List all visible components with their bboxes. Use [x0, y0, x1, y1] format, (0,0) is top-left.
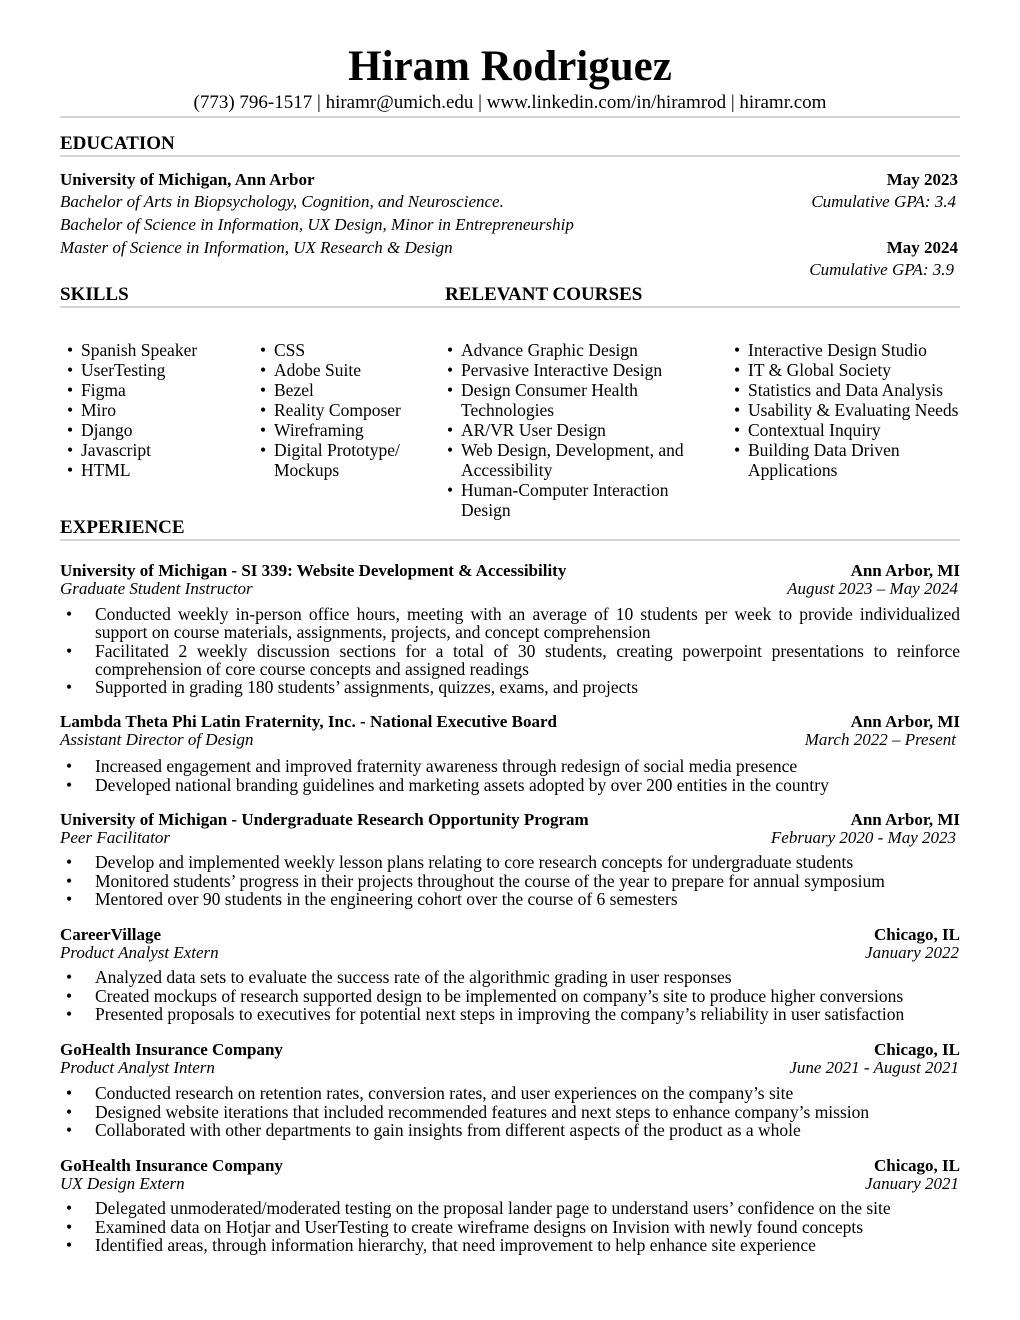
courses-list-2 [728, 340, 960, 480]
list-item: • Spanish Speaker [61, 340, 246, 360]
gpa-grad: Cumulative GPA: 3.9 [809, 260, 954, 279]
skills-list-1 [61, 340, 246, 480]
job-bullets [60, 1199, 960, 1255]
skills-divider [60, 306, 960, 308]
skills-heading: SKILLS [60, 284, 129, 305]
job-role: Graduate Student Instructor [60, 579, 253, 598]
header-divider [60, 116, 960, 118]
job-organization: CareerVillage [60, 925, 162, 944]
list-item: • Designed website iterations that included recommended features and next steps to enhance company’s mission [60, 1103, 960, 1121]
job-location: Ann Arbor, MI [850, 810, 960, 829]
list-item: • Reality Composer [254, 400, 444, 420]
graduation-date: May 2023 [886, 170, 958, 189]
degree-row [60, 214, 960, 236]
list-item: • HTML [61, 460, 246, 480]
job-role: Product Analyst Intern [60, 1058, 215, 1077]
list-item: • Adobe Suite [254, 360, 444, 380]
job-location: Chicago, IL [874, 925, 960, 944]
list-item: • CSS [254, 340, 444, 360]
list-item: • Monitored students’ progress in their projects throughout the course of the year to prepare for annual symposium [60, 872, 960, 890]
list-item: • Design Consumer Health Technologies [441, 380, 706, 420]
list-item: • Usability & Evaluating Needs [728, 400, 960, 420]
job-subheader [60, 729, 960, 751]
job-role: Peer Facilitator [60, 828, 171, 847]
list-item: • Identified areas, through information hierarchy, that need improvement to help enhance site experience [60, 1236, 960, 1254]
job-dates: March 2022 – Present [804, 730, 956, 749]
list-item: • Collaborated with other departments to gain insights from different aspects of the product as a whole [60, 1121, 960, 1139]
job-location: Chicago, IL [874, 1040, 960, 1059]
list-item: • Delegated unmoderated/moderated testing on the proposal lander page to understand users’ confidence on the site [60, 1199, 960, 1217]
school-name: University of Michigan, Ann Arbor [60, 170, 315, 189]
job-subheader [60, 1057, 960, 1079]
list-item: • Presented proposals to executives for potential next steps in improving the company’s reliability in user satisfaction [60, 1005, 960, 1023]
list-item: • Conducted research on retention rates, conversion rates, and user experiences on the company’s site [60, 1084, 960, 1102]
list-item: • Increased engagement and improved fraternity awareness through redesign of social media presence [60, 757, 960, 775]
list-item: • Miro [61, 400, 246, 420]
job-bullets [60, 757, 960, 794]
education-school-row [60, 169, 960, 191]
list-item: • Mentored over 90 students in the engineering cohort over the course of 6 semesters [60, 890, 960, 908]
graduation-date: May 2024 [886, 238, 958, 257]
list-item: • Statistics and Data Analysis [728, 380, 960, 400]
job-subheader [60, 942, 960, 964]
list-item: • Human-Computer Interaction Design [441, 480, 706, 520]
job-role: Assistant Director of Design [60, 730, 254, 749]
job-location: Ann Arbor, MI [850, 712, 960, 731]
list-item: • Contextual Inquiry [728, 420, 960, 440]
gpa-undergrad: Cumulative GPA: 3.4 [811, 192, 956, 211]
courses-heading: RELEVANT COURSES [445, 284, 643, 305]
job-dates: June 2021 - August 2021 [789, 1058, 959, 1077]
courses-list-1 [441, 340, 706, 520]
job-bullets [60, 968, 960, 1024]
job-organization: GoHealth Insurance Company [60, 1156, 283, 1175]
list-item: • IT & Global Society [728, 360, 960, 380]
job-bullets [60, 1084, 960, 1140]
job-location: Chicago, IL [874, 1156, 960, 1175]
list-item: • Wireframing [254, 420, 444, 440]
list-item: • Supported in grading 180 students’ assignments, quizzes, exams, and projects [60, 678, 960, 696]
job-role: Product Analyst Extern [60, 943, 219, 962]
job-location: Ann Arbor, MI [850, 561, 960, 580]
job-dates: January 2021 [865, 1174, 959, 1193]
experience-divider [60, 539, 960, 541]
list-item: • Conducted weekly in-person office hours, meeting with an average of 10 students per week to provide individualized support on course materials, assignments, projects, and concept comprehension [60, 605, 960, 641]
list-item: • AR/VR User Design [441, 420, 706, 440]
list-item: • Developed national branding guidelines and marketing assets adopted by over 200 entities in the country [60, 776, 960, 794]
job-organization: Lambda Theta Phi Latin Fraternity, Inc. - National Executive Board [60, 712, 557, 731]
list-item: • Analyzed data sets to evaluate the success rate of the algorithmic grading in user responses [60, 968, 960, 986]
education-heading: EDUCATION [60, 133, 175, 154]
list-item: • Examined data on Hotjar and UserTesting to create wireframe designs on Invision with newly found concepts [60, 1218, 960, 1236]
job-dates: January 2022 [865, 943, 959, 962]
list-item: • Django [61, 420, 246, 440]
job-subheader [60, 578, 960, 600]
job-organization: University of Michigan - Undergraduate Research Opportunity Program [60, 810, 589, 829]
degree-bs: Bachelor of Science in Information, UX Design, Minor in Entrepreneurship [60, 215, 574, 234]
job-subheader [60, 827, 960, 849]
job-organization: University of Michigan - SI 339: Website Development & Accessibility [60, 561, 567, 580]
list-item: • Pervasive Interactive Design [441, 360, 706, 380]
job-subheader [60, 1173, 960, 1195]
list-item: • Develop and implemented weekly lesson plans relating to core research concepts for undergraduate students [60, 853, 960, 871]
degree-ms: Master of Science in Information, UX Research & Design [60, 238, 453, 257]
list-item: • Advance Graphic Design [441, 340, 706, 360]
list-item: • Interactive Design Studio [728, 340, 960, 360]
education-divider [60, 155, 960, 157]
degree-row [60, 191, 960, 213]
experience-heading: EXPERIENCE [60, 517, 185, 538]
job-dates: February 2020 - May 2023 [770, 828, 956, 847]
degree-ba: Bachelor of Arts in Biopsychology, Cognition, and Neuroscience. [60, 192, 504, 211]
job-bullets [60, 605, 960, 697]
job-organization: GoHealth Insurance Company [60, 1040, 283, 1059]
list-item: • Building Data Driven Applications [728, 440, 938, 480]
candidate-name: Hiram Rodriguez [348, 43, 672, 90]
skills-list-2 [254, 340, 444, 480]
list-item: • Facilitated 2 weekly discussion sections for a total of 30 students, creating powerpoint presentations to reinforce comprehension of core course concepts and assigned readings [60, 642, 960, 678]
list-item: • Web Design, Development, and Accessibility [441, 440, 706, 480]
list-item: • Digital Prototype/ Mockups [254, 440, 444, 480]
job-dates: August 2023 – May 2024 [787, 579, 958, 598]
gpa-row [60, 259, 960, 281]
list-item: • Bezel [254, 380, 444, 400]
degree-row [60, 237, 960, 259]
job-bullets [60, 853, 960, 909]
list-item: • UserTesting [61, 360, 246, 380]
list-item: • Created mockups of research supported design to be implemented on company’s site to produce higher conversions [60, 987, 960, 1005]
contact-line: (773) 796-1517 | hiramr@umich.edu | www.linkedin.com/in/hiramrod | hiramr.com [193, 92, 827, 113]
job-role: UX Design Extern [60, 1174, 185, 1193]
list-item: • Javascript [61, 440, 246, 460]
list-item: • Figma [61, 380, 246, 400]
